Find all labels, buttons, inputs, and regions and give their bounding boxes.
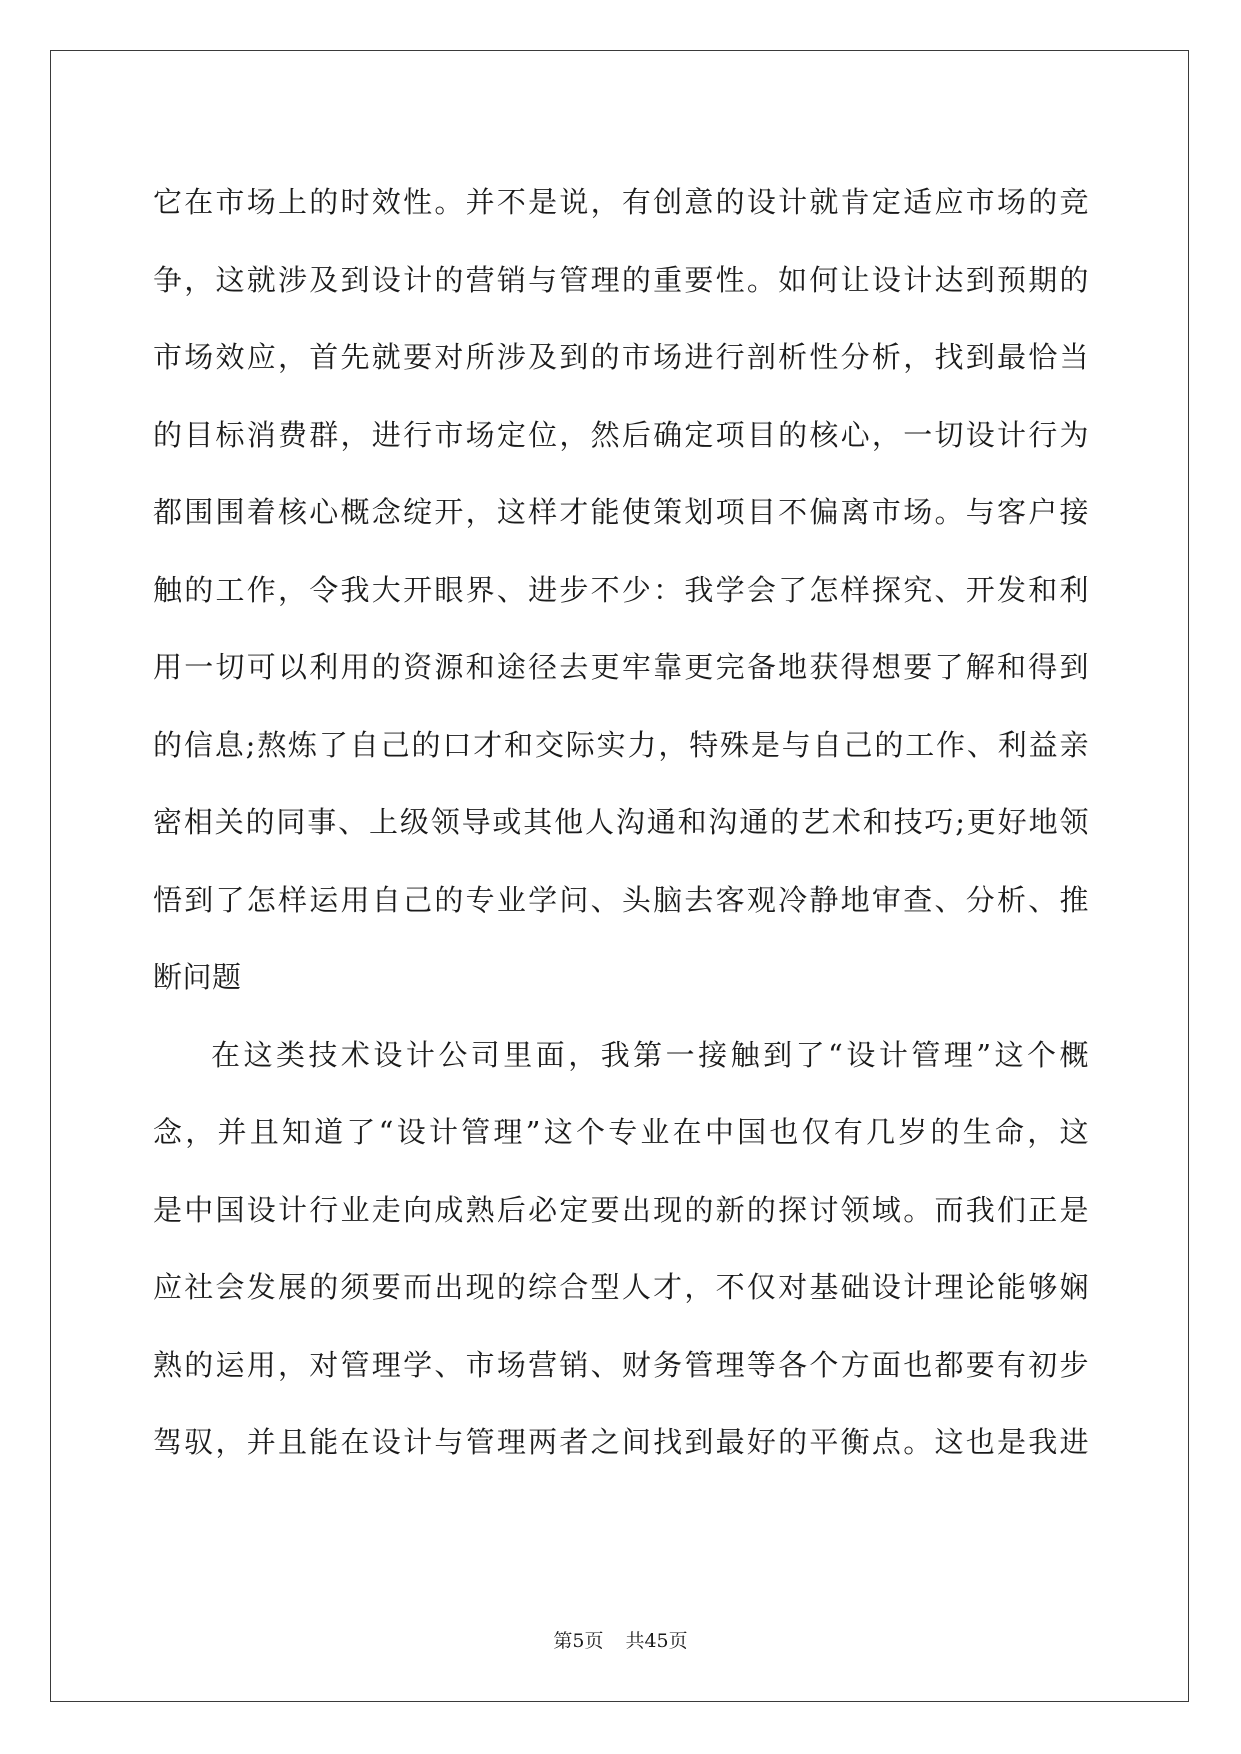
text-line: 它在市场上的时效性。并不是说，有创意的设计就肯定适应市场的竞: [153, 185, 1089, 219]
text-line: 市场效应，首先就要对所涉及到的市场进行剖析性分析，找到最恰当: [153, 340, 1089, 374]
text-line: 密相关的同事、上级领导或其他人沟通和沟通的艺术和技巧;更好地领: [153, 805, 1089, 839]
page-total: 共45页: [625, 1630, 688, 1652]
text-line: 悟到了怎样运用自己的专业学问、头脑去客观冷静地审查、分析、推: [153, 882, 1089, 917]
text-line: 用一切可以利用的资源和途径去更牢靠更完备地获得想要了解和得到: [153, 650, 1089, 684]
document-body: [153, 164, 1089, 1482]
text-line: 应社会发展的须要而出现的综合型人才，不仅对基础设计理论能够娴: [153, 1270, 1089, 1304]
paragraph-1: [153, 164, 1089, 1017]
text-line: 都围围着核心概念绽开，这样才能使策划项目不偏离市场。与客户接: [153, 495, 1089, 529]
text-line: 争，这就涉及到设计的营销与管理的重要性。如何让设计达到预期的: [153, 262, 1089, 297]
text-line: 在这类技术设计公司里面，我第一接触到了“设计管理”这个概: [211, 1037, 1089, 1072]
text-line: 断问题: [153, 960, 242, 994]
paragraph-2: [153, 1017, 1089, 1482]
text-line: 驾驭，并且能在设计与管理两者之间找到最好的平衡点。这也是我进: [153, 1425, 1089, 1459]
text-line: 的信息;熬炼了自己的口才和交际实力，特殊是与自己的工作、利益亲: [153, 727, 1089, 762]
text-line: 触的工作，令我大开眼界、进步不少：我学会了怎样探究、开发和利: [153, 572, 1089, 607]
text-line: 的目标消费群，进行市场定位，然后确定项目的核心，一切设计行为: [153, 417, 1089, 452]
text-line: 念，并且知道了“设计管理”这个专业在中国也仅有几岁的生命，这: [153, 1115, 1089, 1149]
page-number: 第5页: [553, 1630, 604, 1652]
text-line: 是中国设计行业走向成熟后必定要出现的新的探讨领域。而我们正是: [153, 1192, 1089, 1227]
page-footer: [0, 1626, 1241, 1653]
text-line: 熟的运用，对管理学、市场营销、财务管理等各个方面也都要有初步: [153, 1347, 1089, 1382]
